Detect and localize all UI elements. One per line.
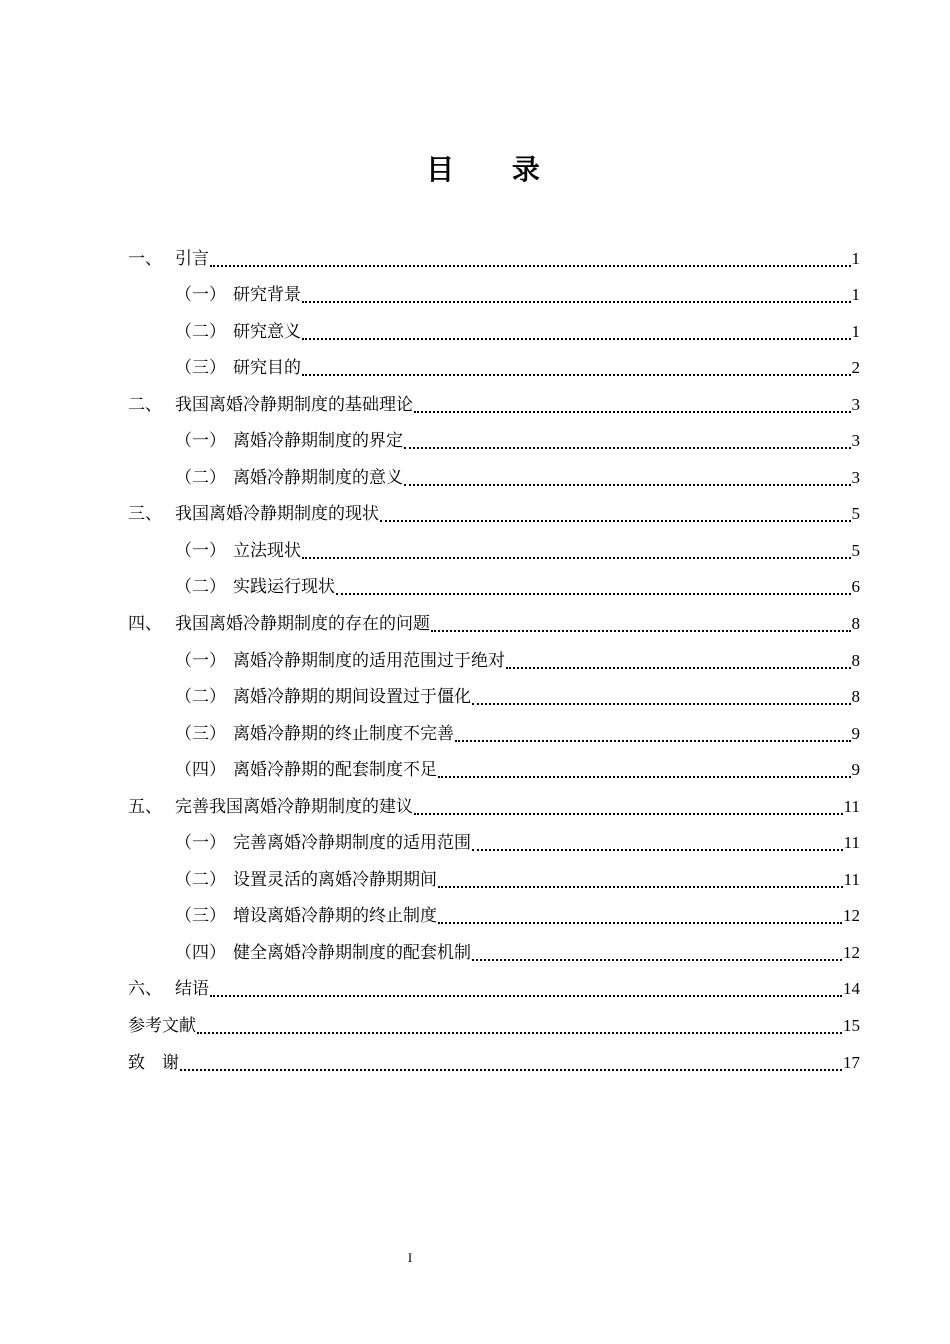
toc-entry-number: 六、	[128, 979, 162, 1000]
toc-entry-label: 致 谢	[128, 1052, 179, 1073]
page-footer-number: I	[407, 1250, 413, 1265]
toc-entry-page-number: 8	[851, 650, 860, 670]
toc-entry-page-number: 15	[843, 1016, 860, 1036]
toc-entry-number: （二）	[175, 321, 226, 342]
toc-entry-page-number: 8	[851, 687, 860, 707]
toc-entry-page-number: 1	[851, 248, 860, 268]
toc-entry[interactable]	[128, 895, 860, 932]
dot-leader	[414, 411, 851, 413]
toc-entry-number: 一、	[128, 248, 162, 269]
toc-entry[interactable]	[128, 931, 860, 968]
toc-entry-number: （四）	[175, 942, 226, 963]
toc-entry-label: 离婚冷静期制度的界定	[233, 431, 403, 452]
toc-entry-number: 四、	[128, 614, 162, 635]
toc-entry-number: 三、	[128, 504, 162, 525]
dot-leader	[404, 484, 851, 486]
toc-entry-page-number: 5	[851, 504, 860, 524]
toc-entry-label: 研究背景	[233, 285, 301, 306]
toc-entry-label: 引言	[175, 248, 209, 269]
dot-leader	[472, 703, 851, 705]
dot-leader	[380, 520, 851, 522]
toc-entry-label: 参考文献	[128, 1016, 196, 1037]
toc-entry[interactable]	[128, 712, 860, 749]
toc-entry-number: （一）	[175, 285, 226, 306]
toc-entry[interactable]	[128, 1004, 860, 1041]
toc-entry-label: 离婚冷静期制度的适用范围过于绝对	[233, 650, 505, 671]
toc-entry-number: （三）	[175, 358, 226, 379]
dot-leader	[506, 667, 851, 669]
dot-leader	[472, 959, 842, 961]
dot-leader	[302, 557, 851, 559]
toc-entry-page-number: 1	[851, 321, 860, 341]
table-of-contents	[128, 237, 860, 1078]
toc-entry[interactable]	[128, 639, 860, 676]
toc-entry[interactable]	[128, 566, 860, 603]
toc-entry-label: 离婚冷静期的终止制度不完善	[233, 723, 454, 744]
toc-entry[interactable]	[128, 785, 860, 822]
toc-entry-label: 我国离婚冷静期制度的基础理论	[175, 394, 413, 415]
toc-entry[interactable]	[128, 420, 860, 457]
toc-entry-page-number: 1	[851, 285, 860, 305]
toc-entry-number: （三）	[175, 906, 226, 927]
toc-entry[interactable]	[128, 602, 860, 639]
toc-entry[interactable]	[128, 237, 860, 274]
toc-entry-label: 离婚冷静期的配套制度不足	[233, 760, 437, 781]
toc-entry-page-number: 5	[851, 540, 860, 560]
toc-entry[interactable]	[128, 968, 860, 1005]
dot-leader	[336, 593, 851, 595]
toc-entry[interactable]	[128, 310, 860, 347]
toc-entry-page-number: 9	[851, 723, 860, 743]
toc-entry-page-number: 9	[851, 760, 860, 780]
toc-entry-number: （二）	[175, 467, 226, 488]
toc-entry[interactable]	[128, 858, 860, 895]
toc-entry[interactable]	[128, 347, 860, 384]
toc-entry-label: 研究目的	[233, 358, 301, 379]
dot-leader	[438, 776, 851, 778]
toc-entry[interactable]	[128, 676, 860, 713]
toc-entry-label: 健全离婚冷静期制度的配套机制	[233, 942, 471, 963]
toc-entry-label: 设置灵活的离婚冷静期期间	[233, 869, 437, 890]
toc-entry-page-number: 17	[843, 1052, 860, 1072]
toc-entry[interactable]	[128, 493, 860, 530]
toc-entry[interactable]	[128, 274, 860, 311]
toc-entry-label: 离婚冷静期制度的意义	[233, 467, 403, 488]
page-title: 目 录	[426, 153, 564, 186]
dot-leader	[302, 374, 851, 376]
toc-entry-label: 结语	[175, 979, 209, 1000]
toc-entry-label: 我国离婚冷静期制度的存在的问题	[175, 614, 430, 635]
toc-entry-number: （二）	[175, 687, 226, 708]
toc-entry[interactable]	[128, 456, 860, 493]
toc-entry-number: （一）	[175, 431, 226, 452]
toc-entry-label: 立法现状	[233, 540, 301, 561]
toc-entry-page-number: 12	[843, 942, 860, 962]
toc-entry-label: 我国离婚冷静期制度的现状	[175, 504, 379, 525]
toc-entry-number: （二）	[175, 869, 226, 890]
toc-entry-page-number: 11	[843, 869, 860, 889]
toc-entry-page-number: 14	[843, 979, 860, 999]
toc-entry-label: 实践运行现状	[233, 577, 335, 598]
dot-leader	[431, 630, 851, 632]
toc-entry-number: （一）	[175, 650, 226, 671]
dot-leader	[455, 740, 851, 742]
toc-entry[interactable]	[128, 822, 860, 859]
toc-entry-number: （一）	[175, 833, 226, 854]
toc-entry-number: 五、	[128, 796, 162, 817]
toc-entry-number: （三）	[175, 723, 226, 744]
dot-leader	[197, 1032, 842, 1034]
toc-entry[interactable]	[128, 529, 860, 566]
toc-entry-page-number: 3	[851, 394, 860, 414]
toc-entry-label: 完善我国离婚冷静期制度的建议	[175, 796, 413, 817]
dot-leader	[302, 301, 851, 303]
dot-leader	[414, 813, 843, 815]
toc-entry-number: （四）	[175, 760, 226, 781]
dot-leader	[438, 922, 842, 924]
toc-entry-label: 研究意义	[233, 321, 301, 342]
toc-entry-page-number: 3	[851, 431, 860, 451]
toc-entry-page-number: 11	[843, 796, 860, 816]
toc-entry-label: 增设离婚冷静期的终止制度	[233, 906, 437, 927]
toc-entry-label: 离婚冷静期的期间设置过于僵化	[233, 687, 471, 708]
toc-entry-number: （一）	[175, 540, 226, 561]
dot-leader	[210, 995, 842, 997]
dot-leader	[180, 1069, 842, 1071]
toc-entry[interactable]	[128, 383, 860, 420]
toc-entry-page-number: 12	[843, 906, 860, 926]
dot-leader	[404, 447, 851, 449]
toc-entry-page-number: 2	[851, 358, 860, 378]
toc-entry-number: 二、	[128, 394, 162, 415]
dot-leader	[438, 886, 843, 888]
dot-leader	[302, 338, 851, 340]
toc-entry-page-number: 8	[851, 614, 860, 634]
dot-leader	[472, 849, 843, 851]
toc-entry-number: （二）	[175, 577, 226, 598]
toc-entry-page-number: 11	[843, 833, 860, 853]
toc-entry-page-number: 6	[851, 577, 860, 597]
toc-entry-page-number: 3	[851, 467, 860, 487]
dot-leader	[210, 265, 851, 267]
toc-entry[interactable]	[128, 749, 860, 786]
toc-entry[interactable]	[128, 1041, 860, 1078]
toc-entry-label: 完善离婚冷静期制度的适用范围	[233, 833, 471, 854]
